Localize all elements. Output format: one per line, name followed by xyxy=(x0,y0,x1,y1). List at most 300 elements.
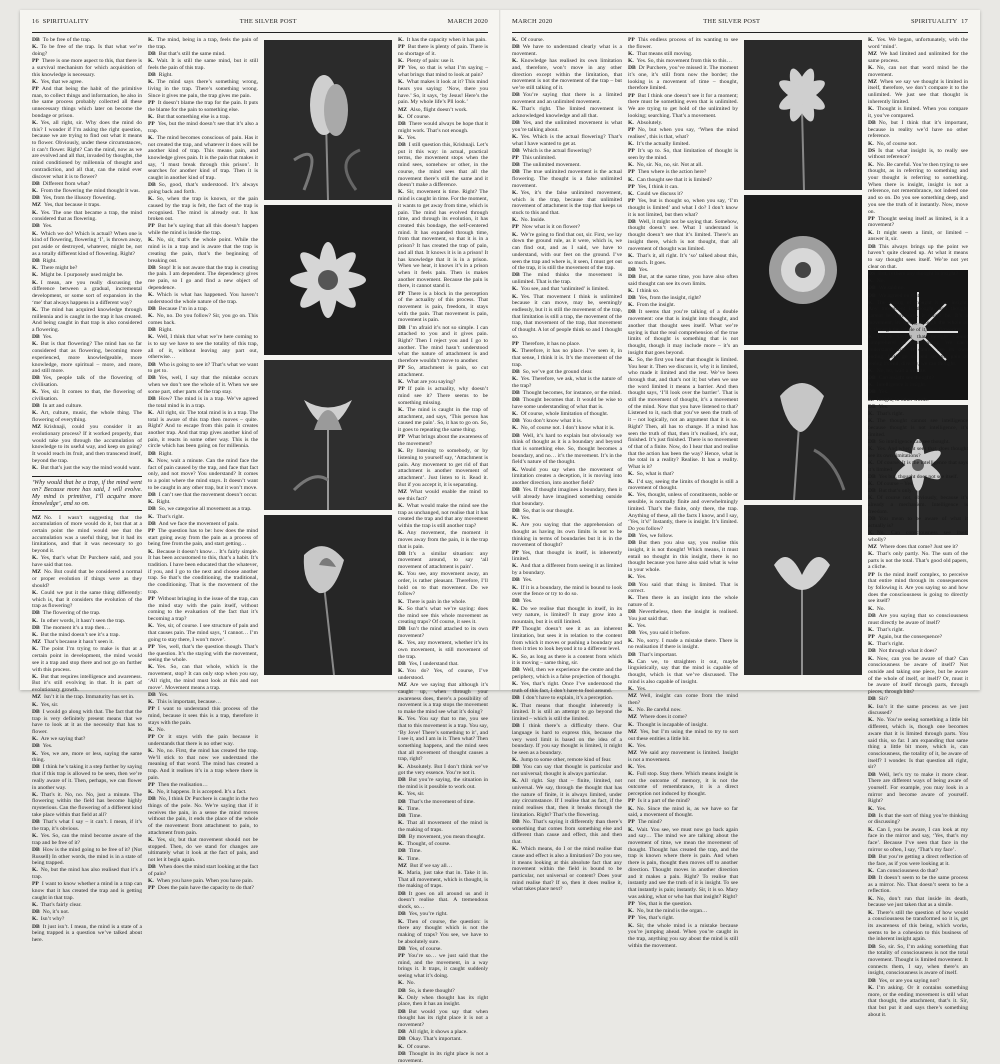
dialogue-paragraph xyxy=(628,915,738,922)
dialogue-text: We agreed on that. xyxy=(878,292,921,299)
dialogue-paragraph xyxy=(868,244,968,271)
dialogue-paragraph xyxy=(148,506,258,513)
speaker-initials: K. xyxy=(398,805,404,812)
dialogue-text: Can we, to straighten it out, maybe linguistically, say that the mind is capable of thought, which is that we’ve discussed. The mind is also capable of insight. xyxy=(628,658,738,685)
dialogue-text: Yes. xyxy=(636,686,647,693)
dialogue-paragraph xyxy=(868,613,968,626)
dialogue-paragraph xyxy=(148,292,258,305)
speaker-initials: DB xyxy=(32,846,40,853)
dialogue-text: Of course. xyxy=(406,113,431,120)
speaker-initials: K. xyxy=(868,826,874,833)
dialogue-paragraph xyxy=(512,626,622,653)
dialogue-text: Of course. xyxy=(406,1043,431,1050)
dialogue-paragraph xyxy=(32,916,142,923)
dialogue-text: Yes. Therefore, we ask, what is the nature of the trap? xyxy=(512,375,622,389)
dialogue-text: Would you say when the movement of limitation creates a deception, it is moving into another direction, into another field? xyxy=(512,466,622,486)
speaker-initials: PP xyxy=(148,223,155,230)
dialogue-paragraph xyxy=(32,618,142,625)
dialogue-text: How is the mind going to be free of it? (Not Russell) In other words, the mind is in a state of being trapped. xyxy=(32,846,142,867)
dialogue-text: No. But could that be considered a normal or proper evolution if things were as they should? xyxy=(32,569,142,589)
dialogue-text: Isn’t it in the trap. Immaturity has set in. xyxy=(44,694,135,701)
dialogue-text: Or it stays with the pain because it understands that there is no other way. xyxy=(148,734,258,747)
speaker-initials: K. xyxy=(32,646,38,653)
dialogue-text: So, is there thought? xyxy=(408,987,455,994)
dialogue-text: And we face the movement of pain. xyxy=(158,520,239,527)
speaker-initials: DB xyxy=(512,764,520,771)
speaker-initials: K. xyxy=(32,791,38,798)
dialogue-text: Knowledge has realised its own limitation and, therefore, won’t move in any other direction except within the limitation, that movement is not the movement of the trap – but we’re still talking of it. xyxy=(512,58,622,91)
speaker-initials: PP xyxy=(868,571,875,578)
dialogue-paragraph xyxy=(398,489,488,502)
speaker-initials: K. xyxy=(628,595,634,602)
dialogue-paragraph xyxy=(868,460,968,473)
speaker-initials: MZ xyxy=(628,714,638,721)
dialogue-paragraph xyxy=(868,389,968,396)
dialogue-text: To be free of the trap. Is that what we’re doing? xyxy=(32,44,142,57)
dialogue-paragraph xyxy=(148,223,258,236)
dialogue-text: Because I’m in a trap. xyxy=(158,305,209,312)
dialogue-text: Also, flight doesn’t work. xyxy=(410,106,468,113)
dialogue-text: Yes, well, that’s the question though. That’s the question. It’s the staying with the movement, seeing the whole. xyxy=(148,643,258,664)
dialogue-paragraph xyxy=(148,79,258,99)
dialogue-text: Yes. xyxy=(520,515,531,522)
dialogue-text: So, attachment is pain, so cut attachment. xyxy=(398,365,488,378)
dialogue-text: No, but the mind has also realised that it’s a trap. xyxy=(32,867,142,881)
dialogue-paragraph xyxy=(868,368,968,375)
dialogue-text: But that’s still the same mind. xyxy=(158,50,226,57)
dialogue-paragraph xyxy=(398,448,488,488)
dialogue-paragraph xyxy=(512,846,622,893)
dialogue-text: From the insight. xyxy=(636,302,676,309)
speaker-initials: DB xyxy=(32,37,40,43)
speaker-initials: DB xyxy=(868,943,876,950)
dialogue-text: When does the mind start looking at the fact of pain? xyxy=(148,864,258,878)
dialogue-text: You’re saying that thought cannot comprehend its own ending. We can’t understand that. It cannot see its own ending. Let’s go on and see the pain of seeing its end, directly, we can thought. xyxy=(868,333,968,367)
dialogue-text: So, that is our thought. xyxy=(522,507,574,514)
dialogue-paragraph xyxy=(398,791,488,798)
dialogue-text: Different from what? xyxy=(42,180,91,187)
speaker-initials: DB xyxy=(868,488,876,495)
dialogue-paragraph xyxy=(398,379,488,386)
dialogue-text: Can thought see that it is limited? xyxy=(636,176,712,183)
speaker-initials: DB xyxy=(398,1036,406,1043)
speaker-initials: K. xyxy=(628,356,634,363)
speaker-initials: DB xyxy=(398,834,406,841)
dialogue-paragraph xyxy=(148,692,258,699)
dialogue-text: No, no. Do you follow? Sir, you go on. This comes back. xyxy=(148,313,258,326)
dialogue-text: It just isn’t. I mean, the mind is a state of a being trapped is a question we’ve talked about here. xyxy=(32,923,142,943)
dialogue-paragraph xyxy=(868,439,968,446)
dialogue-paragraph xyxy=(628,219,738,253)
dialogue-paragraph xyxy=(32,867,142,880)
speaker-initials: DB xyxy=(868,516,876,523)
speaker-initials: K. xyxy=(868,641,874,648)
dialogue-text: Yes, sir, of course. I see structure of pain and that causes pain. The mind says, ‘I cannot… I’m going to stay there, I won’t move’. xyxy=(148,623,258,643)
speaker-initials: MZ xyxy=(868,50,878,57)
speaker-initials: DB xyxy=(512,147,520,154)
dialogue-text: Therefore, it has no place. I’ve seen it, in that sense, I think it is. It’s the movement of the trap. xyxy=(512,348,622,368)
text-column-6 xyxy=(868,37,968,1018)
dialogue-text: You said that thing is limited. That is correct. xyxy=(628,581,738,595)
dialogue-text: The mind becomes conscious of pain. Has it not created the trap, and whatever it does will be another kind of trap. This means pain, and knowledge gives pain. It is the pain that makes it say, ‘I must break through this prison’. It searches for another kind of trap. Then it is caught in another kind of trap. xyxy=(148,134,258,182)
dialogue-text: Absolutely. xyxy=(636,119,663,126)
speaker-initials: DB xyxy=(628,266,636,273)
speaker-initials: DB xyxy=(628,630,636,637)
flower-photo-3 xyxy=(264,360,392,510)
dialogue-text: The mind thinks the movement is unlimited. That is the trap. xyxy=(512,272,622,286)
dialogue-text: Now, can you be aware of that? Can consciousness be aware of itself? Not outside and taking one piece, but be aware of the whole of itself, or itself? Or, must it be aware of itself through parts, through pieces, through bits? xyxy=(868,655,968,696)
dialogue-text: No, don’t run that inside its death, because we just taken that as a simile. xyxy=(868,895,968,909)
dialogue-text: It doesn’t seem to be the same process as a mirror. No. That doesn’t seem to be a reflection. xyxy=(868,875,968,895)
speaker-initials: MZ xyxy=(32,202,42,209)
dialogue-paragraph xyxy=(148,196,258,223)
speaker-initials: K. xyxy=(32,736,38,743)
dialogue-paragraph xyxy=(148,727,258,734)
speaker-initials: DB xyxy=(32,909,40,916)
speaker-initials: K. xyxy=(148,37,154,43)
dialogue-text: Yes, of course. xyxy=(408,945,442,952)
dialogue-paragraph xyxy=(398,799,488,806)
speaker-initials: DB xyxy=(32,195,40,202)
dialogue-paragraph xyxy=(868,293,968,300)
speaker-initials: DB xyxy=(148,375,156,382)
dialogue-paragraph xyxy=(868,495,968,515)
dialogue-text: That’s it, all right. It’s ‘so’ talked about this, so much. It goes. xyxy=(628,252,738,266)
speaker-initials: K. xyxy=(398,791,404,798)
dialogue-text: That all movement of the mind is the making of traps. xyxy=(398,820,488,833)
dialogue-paragraph xyxy=(868,106,968,119)
dialogue-paragraph xyxy=(32,120,142,180)
speaker-initials: DB xyxy=(868,696,876,703)
speaker-initials: K. xyxy=(148,878,154,885)
dialogue-text: I’m asking. Or it contains something more, or the ending movement is still what that thought, the attachment, that’s it. Sir, that but put it and says there’s something about it. xyxy=(868,984,968,1018)
speaker-initials: K. xyxy=(628,771,634,778)
speaker-initials: DB xyxy=(32,610,40,617)
dialogue-text: Right. xyxy=(158,72,173,79)
speaker-initials: K. xyxy=(628,141,634,148)
dialogue-paragraph xyxy=(868,216,968,229)
speaker-initials: DB xyxy=(398,911,406,918)
dialogue-paragraph xyxy=(628,309,738,356)
dialogue-paragraph xyxy=(512,433,622,467)
dialogue-text: Now what is it on flower? xyxy=(521,224,581,231)
dialogue-text: And that being the habit of the primitive man, to collect things and information, he also in the same process probably collected all these unnecessary things which later on become the bondage or prison. xyxy=(32,85,142,119)
left-page-header xyxy=(32,18,488,33)
speaker-initials: DB xyxy=(628,581,636,588)
dialogue-paragraph xyxy=(512,577,622,584)
dialogue-paragraph xyxy=(868,411,968,418)
dialogue-text: Again, but the consequence? xyxy=(877,633,943,640)
dialogue-text: Well, insight can come from the mind then? xyxy=(628,693,738,706)
dialogue-paragraph xyxy=(868,230,968,243)
speaker-initials: K. xyxy=(398,820,404,827)
dialogue-paragraph xyxy=(398,863,488,870)
speaker-initials: DB xyxy=(512,389,520,396)
dialogue-paragraph xyxy=(398,764,488,777)
dialogue-paragraph xyxy=(628,686,738,693)
dialogue-text: Yes, that because it traps. xyxy=(44,202,101,209)
dialogue-paragraph xyxy=(868,704,968,717)
dialogue-text: Yes, but the mind doesn’t see that it’s also a trap. xyxy=(148,120,258,134)
dialogue-paragraph xyxy=(398,503,488,530)
speaker-initials: PP xyxy=(148,120,155,127)
dialogue-text: So, when the trap is known, or the pain caused by the trap is felt, the fact of the trap is recognised. The mind is already out. It has broken out. xyxy=(148,196,258,223)
dialogue-text: Yes, you said it before. xyxy=(638,630,691,637)
dialogue-paragraph xyxy=(868,641,968,648)
dialogue-text: Yes, any movement, whether it’s its own movement, is still movement of the trap. xyxy=(398,640,488,660)
speaker-initials: DB xyxy=(398,777,406,784)
page-number: 16 xyxy=(32,18,39,25)
dialogue-paragraph xyxy=(512,369,622,376)
speaker-initials: K. xyxy=(398,855,404,862)
flower-photo-6 xyxy=(744,195,862,345)
dialogue-text: Yes, that’s what Dr Purchere said, and you have said that too. xyxy=(32,555,142,569)
speaker-initials: K. xyxy=(32,916,38,923)
speaker-initials: K. xyxy=(628,686,634,693)
dialogue-text: But, is there any thought in insight? xyxy=(878,270,959,277)
dialogue-text: Yes, that thought is itself, is inherently limited. xyxy=(512,549,622,563)
speaker-initials: K. xyxy=(512,189,518,196)
speaker-initials: K. xyxy=(628,162,634,169)
dialogue-text: Yes. xyxy=(636,763,647,770)
page-number: 17 xyxy=(961,18,968,25)
speaker-initials: K. xyxy=(148,623,154,630)
dialogue-paragraph xyxy=(868,446,968,459)
speaker-initials: DB xyxy=(512,695,520,702)
dialogue-text: There is a block in the perception of the actuality of this process. That movement is pain, freedom, it stays with the pain. That movement is pain, movement is pain. xyxy=(398,290,488,324)
dialogue-text: Yes, it’s the false unlimited movement, which is the trap, because that unlimited movement of attachment is the trap that keeps us stuck to this and that. xyxy=(512,189,622,217)
dialogue-paragraph xyxy=(32,924,142,944)
speaker-initials: DB xyxy=(628,218,636,225)
dialogue-text: By movement, you mean thought. xyxy=(408,834,485,841)
dialogue-text: Yes, but I’m using the mind to try to sort out these entities a little bit. xyxy=(628,728,738,742)
dialogue-paragraph xyxy=(32,223,142,230)
dialogue-paragraph xyxy=(868,474,968,481)
dialogue-text: No. xyxy=(876,278,885,285)
dialogue-text: Yes, sir. It comes to that, the flowering of civilisation. xyxy=(32,389,142,403)
speaker-initials: DB xyxy=(512,368,520,375)
dialogue-text: That’s what I say – it can’t. I mean, if it’s the trap, it’s obvious. xyxy=(32,819,142,832)
right-page-header xyxy=(512,18,968,33)
dialogue-paragraph xyxy=(512,286,622,293)
dialogue-paragraph xyxy=(32,272,142,279)
text-column-5 xyxy=(628,37,738,949)
dialogue-text: But I think one doesn’t see it for a moment; there must be something even that is unlimited. We are trying to get hold of the unlimited by looking; searching. That’s a movement. xyxy=(628,92,738,119)
speaker-initials: K. xyxy=(868,367,874,374)
speaker-initials: K. xyxy=(32,389,38,396)
text-column-1 xyxy=(32,37,142,943)
speaker-initials: K. xyxy=(628,287,634,294)
speaker-initials: K. xyxy=(628,50,634,57)
speaker-initials: K. xyxy=(512,846,518,853)
dialogue-paragraph xyxy=(32,265,142,272)
dialogue-paragraph xyxy=(868,148,968,161)
speaker-initials: K. xyxy=(512,605,518,612)
speaker-initials: DB xyxy=(868,292,876,299)
dialogue-paragraph xyxy=(868,627,968,634)
speaker-initials: K. xyxy=(512,702,518,709)
dialogue-paragraph xyxy=(398,434,488,447)
dialogue-paragraph xyxy=(32,881,142,901)
dialogue-text: That’s fairly clear. xyxy=(40,901,82,908)
speaker-initials: K. xyxy=(398,763,404,770)
speaker-initials: DB xyxy=(512,92,520,99)
dialogue-paragraph xyxy=(868,162,968,216)
speaker-initials: PP xyxy=(148,781,155,788)
dialogue-text: No, sir. No, no, sir. Not at all. xyxy=(636,162,703,169)
dialogue-text: Yes, that’s right. Once I’ve understood the truth of this fact, I don’t have to fool around. xyxy=(512,681,622,695)
dialogue-text: Stop! It is not aware that the trap is creating the pain. I am dependent. The dependency gives me pain, so I go and find a new object of dependence. xyxy=(148,264,258,291)
dialogue-paragraph xyxy=(628,267,738,274)
dialogue-text: When we say we thought is limited in itself, therefore, we don’t compare it to the unlimited. We just see that thought is inherently limited. xyxy=(868,78,968,105)
speaker-initials: K. xyxy=(512,681,518,688)
dialogue-paragraph xyxy=(148,375,258,395)
dialogue-text: You’re so… we just said that the mind, and the movement, in a way brings it. It traps, it caught suddenly seeing what it’s doing. xyxy=(398,953,488,980)
dialogue-paragraph xyxy=(512,695,622,702)
dialogue-text: Yes, that is the question. xyxy=(637,900,693,907)
dialogue-paragraph xyxy=(148,789,258,796)
dialogue-text: That’s only partly. No. The sum of the parts is not the total. That’s good old papers, a cliche. xyxy=(868,551,968,571)
dialogue-paragraph xyxy=(32,181,142,188)
speaker-initials: DB xyxy=(398,1050,406,1057)
dialogue-paragraph xyxy=(398,530,488,550)
dialogue-text: But then you also say, you realise this insight, it is not thought! Which means, it must entail no thought in this insight, there is no thought because you have also said what is wise in your whole. xyxy=(628,540,738,574)
speaker-initials: DB xyxy=(628,533,636,540)
dialogue-text: You don’t know what it is. xyxy=(522,418,583,425)
dialogue-paragraph xyxy=(628,169,738,176)
dialogue-paragraph xyxy=(512,162,622,169)
speaker-initials: K. xyxy=(512,410,518,417)
dialogue-text: Of course. xyxy=(520,37,545,43)
dialogue-paragraph xyxy=(628,693,738,706)
dialogue-paragraph xyxy=(512,757,622,764)
dialogue-paragraph xyxy=(32,280,142,307)
speaker-initials: K. xyxy=(398,502,404,509)
dialogue-paragraph xyxy=(398,606,488,626)
dialogue-paragraph xyxy=(398,626,488,639)
dialogue-paragraph xyxy=(868,634,968,641)
dialogue-text: Yes, so that is what I’m saying – what brings that mind to look at pain? xyxy=(398,65,488,79)
section-name: SPIRITUALITY xyxy=(42,18,90,25)
dialogue-text: Is it a part of the mind? xyxy=(637,798,691,805)
speaker-initials: DS xyxy=(868,147,876,154)
speaker-initials: K. xyxy=(398,113,404,120)
dialogue-text: So, sir. So, I’m asking something that the totality of consciousness is not the total movement. Thought is limited movement. It connects them, I say, when there’s an insight, consciousness is aware of itself. xyxy=(868,943,968,977)
speaker-initials: DB xyxy=(868,119,876,126)
dialogue-paragraph xyxy=(628,302,738,309)
speaker-initials: K. xyxy=(868,909,874,916)
dialogue-text: I think so. xyxy=(636,287,660,294)
dialogue-text: Thought in its right place is not a movement. xyxy=(398,1050,488,1064)
dialogue-paragraph xyxy=(398,365,488,378)
dialogue-paragraph xyxy=(868,813,968,826)
speaker-initials: K. xyxy=(868,717,874,724)
speaker-initials: K. xyxy=(628,58,634,65)
speaker-initials: DB xyxy=(512,667,520,674)
dialogue-paragraph xyxy=(628,901,738,908)
speaker-initials: K. xyxy=(32,617,38,624)
dialogue-paragraph xyxy=(628,274,738,287)
speaker-initials: PP xyxy=(628,169,635,176)
dialogue-paragraph xyxy=(398,848,488,855)
dialogue-text: That’s right. xyxy=(876,410,905,417)
dialogue-text: No. xyxy=(406,980,415,987)
dialogue-paragraph xyxy=(512,467,622,487)
dialogue-paragraph xyxy=(32,555,142,568)
speaker-initials: K. xyxy=(148,664,154,671)
speaker-initials: PP xyxy=(628,900,635,907)
speaker-initials: K. xyxy=(512,293,518,300)
dialogue-text: We had limited and unlimited for the same process. xyxy=(868,50,968,64)
speaker-initials: K. xyxy=(628,623,634,630)
dialogue-text: Now, wait a minute. Can the mind face the fact of pain caused by the trap, and face that fact only, and not move? You understand? It comes to a point where the mind stays. It doesn’t want to be caught in any other trap, but it won’t move. xyxy=(148,457,258,491)
dialogue-paragraph xyxy=(628,764,738,771)
dialogue-paragraph xyxy=(148,114,258,121)
speaker-initials: MZ xyxy=(398,862,408,869)
dialogue-text: Yes, we follow. xyxy=(638,533,674,540)
dialogue-paragraph xyxy=(868,606,968,613)
speaker-initials: PP xyxy=(148,643,155,650)
speaker-initials: K. xyxy=(512,37,518,43)
speaker-initials: PP xyxy=(868,215,875,222)
speaker-initials: DB xyxy=(398,1008,406,1015)
speaker-initials: K. xyxy=(628,658,634,665)
speaker-initials: PP xyxy=(148,527,155,534)
dialogue-paragraph xyxy=(398,995,488,1008)
dialogue-text: Sir, movement is time. Right? The mind is caught in time. For the moment, it wants to get away from time, which is pain. The mind has evolved through time, and through its evolution, it has created this bondage, the self-centered mind. It has expanded through time, from that movement, so that it is in a prison? It has created the trap of pain, and all that. It knows it is in a prison! It has knowledge that it is in a prison. When we hear, it knows it’s in a prison when it feels pain. Then is makes another movement. Because the pain is there, it cannot stand it. xyxy=(398,189,488,290)
dialogue-paragraph xyxy=(512,411,622,418)
dialogue-text: When you have pain. When you have pain. xyxy=(156,878,254,885)
dialogue-paragraph xyxy=(628,148,738,161)
dialogue-paragraph xyxy=(512,37,622,44)
speaker-initials: DB xyxy=(148,72,156,79)
speaker-initials: DB xyxy=(398,626,406,633)
dialogue-text: So, what is that? xyxy=(636,471,674,478)
speaker-initials: K. xyxy=(512,286,518,293)
speaker-initials: K. xyxy=(628,478,634,485)
dialogue-text: Krishnaji, could you consider it an evolutionary process? If it worked properly, that would take you through the accumulation of knowledge to its useful way, and keep on going? It would reach its fruit, and then transcend itself, beyond the trap. xyxy=(32,424,142,464)
dialogue-paragraph xyxy=(398,841,488,848)
dialogue-text: All right, sir. The total mind is in a trap. The total is aware of this trap then moves – quite. Right? And to escape from this pain it creates another trap. And that trap gives another kind of pain, it reacts in some other way. This is the circle which has been going on for millennia. xyxy=(148,409,258,450)
speaker-initials: MZ xyxy=(398,106,408,113)
dialogue-text: In art and culture. xyxy=(42,403,83,410)
dialogue-text: Are we saying that? xyxy=(40,736,86,743)
dialogue-paragraph xyxy=(868,120,968,140)
speaker-initials: DB xyxy=(398,848,406,855)
speaker-initials: K. xyxy=(398,640,404,647)
speaker-initials: K. xyxy=(628,302,634,309)
dialogue-text: Is the mind itself complex, to perceive that entire mind through its consequences by following it. Are you saying so and how does the consciousness is going to directly see itself? xyxy=(868,571,968,605)
dialogue-text: No. xyxy=(876,605,885,612)
dialogue-text: Yes, sir, but that movement should not be stopped. Then, do we stand for changes are ultimately what it look at the fact of pain, and not let it begin again. xyxy=(148,837,258,864)
dialogue-text: Not through what it does? xyxy=(878,648,937,655)
dialogue-paragraph xyxy=(32,902,142,909)
speaker-initials: K. xyxy=(398,134,404,141)
dialogue-paragraph xyxy=(32,188,142,195)
speaker-initials: DB xyxy=(148,491,156,498)
dialogue-text: But that requires intelligence and awareness. But it’s still evolving in that. It is part of evolutionary growth. xyxy=(32,673,142,694)
speaker-initials: DB xyxy=(868,977,876,984)
speaker-initials: K. xyxy=(628,119,634,126)
dialogue-text: I want to know whether a mind in a trap can know that it has created the trap and is getting caught in that trap. xyxy=(32,881,142,901)
dialogue-text: Yes. xyxy=(878,389,889,396)
dialogue-text: But that’s only. xyxy=(878,488,913,495)
speaker-initials: MZ xyxy=(628,728,638,735)
dialogue-text: No, sorry. I made a mistake there. There is no realisation if there is insight. xyxy=(628,637,738,651)
dialogue-paragraph xyxy=(398,551,488,571)
speaker-initials: K. xyxy=(868,703,874,710)
issue-date: MARCH 2020 xyxy=(447,18,488,25)
